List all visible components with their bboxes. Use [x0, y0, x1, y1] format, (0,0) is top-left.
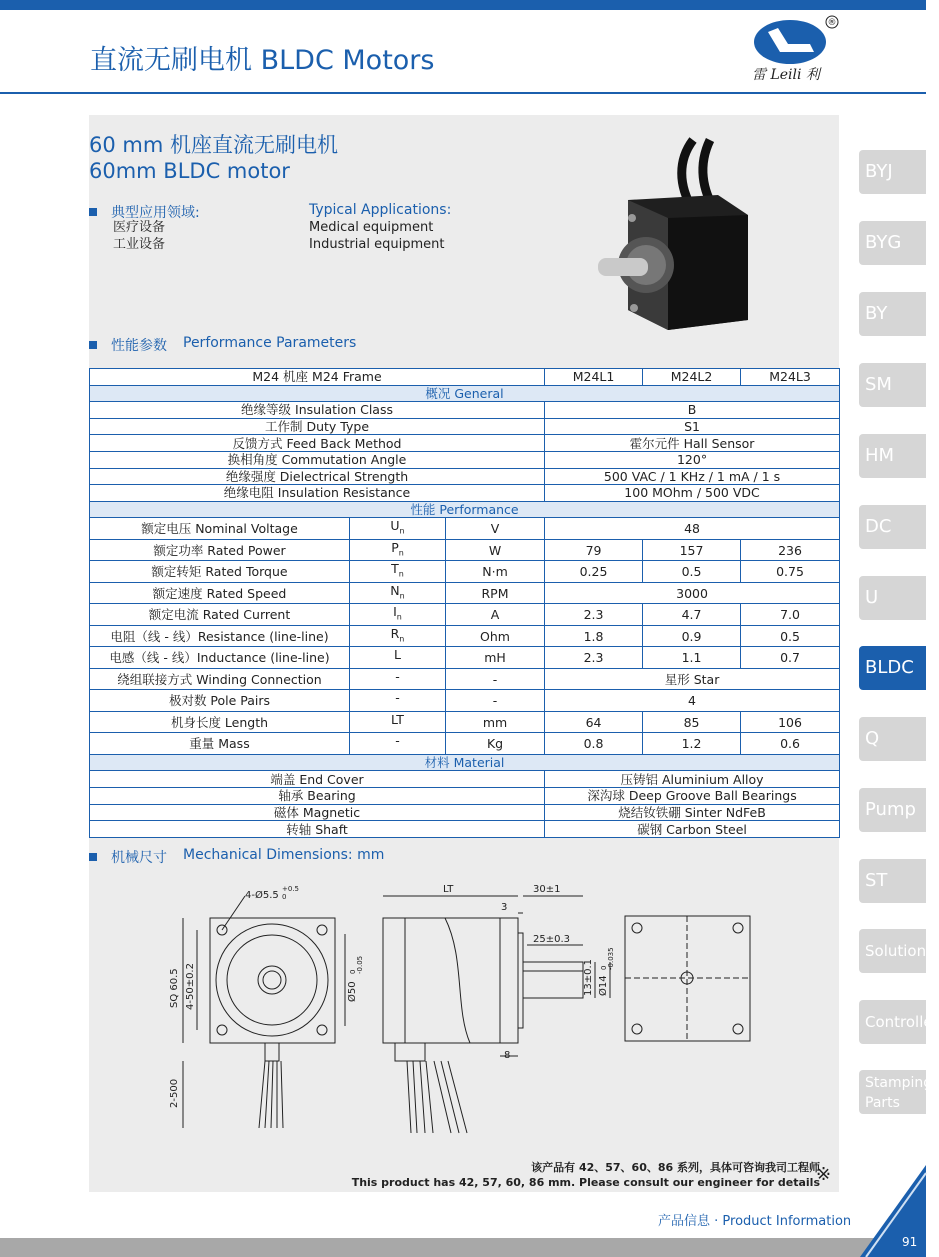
category-general: 概况 General [90, 385, 840, 402]
dim-flange: 3 [501, 902, 508, 913]
param-value: 236 [741, 539, 840, 561]
param-label: 额定电流 Rated Current [90, 604, 350, 626]
list-item: Industrial equipment [309, 237, 445, 252]
dim-holes-tol-bot: 0 [282, 893, 287, 901]
footer-text: 产品信息 · Product Information [658, 1214, 852, 1229]
dim-pilot-tol-top: 0 [349, 969, 357, 974]
reference-mark-icon: ※ [816, 1164, 832, 1185]
table-row [90, 582, 840, 604]
table-row [90, 385, 840, 402]
table-row [90, 501, 840, 518]
param-unit: - [446, 668, 545, 690]
tab-q[interactable]: Q [859, 717, 926, 761]
param-label: 端盖 End Cover [90, 771, 545, 788]
param-unit: - [446, 690, 545, 712]
param-value: 2.3 [545, 647, 643, 669]
param-unit: Kg [446, 733, 545, 755]
param-symbol [350, 518, 446, 540]
dim-holes-tol-top: +0.5 [282, 885, 299, 893]
param-label: 换相角度 Commutation Angle [90, 451, 545, 468]
rear-view [625, 916, 750, 1041]
tab-stamping-parts[interactable]: Stamping Parts [859, 1070, 926, 1114]
performance-heading-en: Performance Parameters [183, 335, 357, 351]
registered-mark: ® [827, 18, 837, 28]
param-value: 1.2 [643, 733, 741, 755]
table-row [90, 418, 840, 435]
table-row [90, 711, 840, 733]
param-label: 绕组联接方式 Winding Connection [90, 668, 350, 690]
symbol-text: - [395, 668, 400, 684]
symbol-text: U [390, 518, 400, 534]
table-row [90, 647, 840, 669]
param-label: 重量 Mass [90, 733, 350, 755]
table-row [90, 625, 840, 647]
dim-pcd: 4-50±0.2 [185, 963, 196, 1010]
performance-heading-cn: 性能参数 [89, 335, 167, 355]
param-label: 绝缘强度 Dielectrical Strength [90, 468, 545, 485]
dimensions-heading-cn: 机械尺寸 [89, 847, 167, 867]
param-value: 3000 [545, 582, 840, 604]
dim-holes: 4-Ø5.5 [245, 890, 279, 901]
param-value: 1.1 [643, 647, 741, 669]
param-value: 120° [545, 451, 840, 468]
param-value: 深沟球 Deep Groove Ball Bearings [545, 788, 840, 805]
tab-st[interactable]: ST [859, 859, 926, 903]
param-label: 反馈方式 Feed Back Method [90, 435, 545, 452]
tab-sm[interactable]: SM [859, 363, 926, 407]
tab-byj[interactable]: BYJ [859, 150, 926, 194]
table-row [90, 771, 840, 788]
table-row [90, 369, 840, 386]
param-label: 电感（线 - 线）Inductance (line-line) [90, 647, 350, 669]
param-label: 磁体 Magnetic [90, 804, 545, 821]
param-value: 0.5 [643, 561, 741, 583]
side-view [383, 896, 610, 1133]
symbol-text: R [390, 625, 400, 641]
product-title [89, 132, 338, 184]
table-row [90, 402, 840, 419]
param-symbol [350, 668, 446, 690]
list-item: 医疗设备 [113, 220, 166, 235]
param-value: B [545, 402, 840, 419]
param-unit: RPM [446, 582, 545, 604]
product-title-en: 60mm BLDC motor [89, 159, 290, 183]
param-symbol [350, 690, 446, 712]
param-unit: Ohm [446, 625, 545, 647]
symbol-subscript: n [396, 612, 402, 622]
param-value: 64 [545, 711, 643, 733]
header-divider [0, 92, 926, 94]
param-unit: A [446, 604, 545, 626]
param-value: 0.5 [741, 625, 840, 647]
param-value: 压铸铝 Aluminium Alloy [545, 771, 840, 788]
tab-u[interactable]: U [859, 576, 926, 620]
param-value: 霍尔元件 Hall Sensor [545, 435, 840, 452]
param-symbol [350, 539, 446, 561]
table-row [90, 561, 840, 583]
frame-header: M24 机座 M24 Frame [90, 369, 545, 386]
symbol-text: I [393, 604, 397, 620]
param-symbol [350, 711, 446, 733]
table-row [90, 754, 840, 771]
category-performance: 性能 Performance [90, 501, 840, 518]
param-value: 碳钢 Carbon Steel [545, 821, 840, 838]
spec-table [89, 368, 840, 838]
symbol-text: P [391, 539, 399, 555]
dimensions-heading-en: Mechanical Dimensions: mm [183, 847, 385, 863]
param-value: 4.7 [643, 604, 741, 626]
table-row [90, 604, 840, 626]
param-value: 4 [545, 690, 840, 712]
model-header: M24L2 [643, 369, 741, 386]
param-symbol [350, 561, 446, 583]
param-symbol [350, 625, 446, 647]
page-number: 91 [902, 1235, 918, 1249]
table-row [90, 468, 840, 485]
symbol-subscript: n [399, 526, 405, 536]
motor-photo [598, 140, 768, 340]
param-label: 绝缘电阻 Insulation Resistance [90, 485, 545, 502]
table-row [90, 451, 840, 468]
dim-pilot-tol-bot: -0.05 [356, 955, 364, 974]
param-value: 2.3 [545, 604, 643, 626]
param-value: S1 [545, 418, 840, 435]
param-value: 0.6 [741, 733, 840, 755]
bullet-square-icon [89, 208, 97, 216]
param-value: 0.9 [643, 625, 741, 647]
symbol-subscript: n [399, 591, 405, 601]
table-row [90, 539, 840, 561]
model-header: M24L1 [545, 369, 643, 386]
dim-shaft-tol-bot: -0.035 [607, 947, 615, 970]
list-item: 工业设备 [113, 237, 166, 252]
table-row [90, 804, 840, 821]
tab-controller[interactable]: Controller [859, 1000, 926, 1044]
applications-heading-cn: 典型应用领域: [89, 202, 200, 222]
table-row [90, 668, 840, 690]
param-label: 工作制 Duty Type [90, 418, 545, 435]
param-label: 电阻（线 - 线）Resistance (line-line) [90, 625, 350, 647]
table-row [90, 821, 840, 838]
param-value: 0.25 [545, 561, 643, 583]
param-symbol [350, 647, 446, 669]
bullet-square-icon [89, 341, 97, 349]
param-label: 额定转矩 Rated Torque [90, 561, 350, 583]
table-row [90, 788, 840, 805]
symbol-subscript: n [398, 569, 404, 579]
product-title-cn: 60 mm 机座直流无刷电机 [89, 133, 338, 157]
symbol-text: N [390, 582, 400, 598]
param-value: 157 [643, 539, 741, 561]
applications-list-cn [113, 219, 165, 253]
param-label: 额定速度 Rated Speed [90, 582, 350, 604]
param-unit: mm [446, 711, 545, 733]
param-unit: mH [446, 647, 545, 669]
dim-sq: SQ 60.5 [169, 968, 180, 1008]
param-label: 转轴 Shaft [90, 821, 545, 838]
dim-rear: 8 [504, 1050, 511, 1061]
model-header: M24L3 [741, 369, 840, 386]
footer-bar [0, 1238, 926, 1257]
param-value: 烧结钕铁硼 Sinter NdFeB [545, 804, 840, 821]
page-title: 直流无刷电机 BLDC Motors [90, 45, 435, 76]
top-accent-bar [0, 0, 926, 10]
tab-bldc[interactable]: BLDC [859, 646, 926, 690]
series-note-en: This product has 42, 57, 60, 86 mm. Please consult our engineer for details [351, 1176, 820, 1189]
applications-heading-en: Typical Applications: [309, 202, 452, 218]
bullet-square-icon [89, 853, 97, 861]
dimension-drawing [155, 878, 835, 1168]
table-row [90, 435, 840, 452]
dim-shaft-len: 30±1 [533, 884, 561, 895]
param-value: 79 [545, 539, 643, 561]
param-value: 500 VAC / 1 KHz / 1 mA / 1 s [545, 468, 840, 485]
param-value: 106 [741, 711, 840, 733]
category-material: 材料 Material [90, 754, 840, 771]
table-row [90, 518, 840, 540]
dim-flat-depth: 13±0.1 [583, 958, 594, 996]
symbol-text: - [395, 690, 400, 706]
param-unit: N·m [446, 561, 545, 583]
dim-lt: LT [443, 884, 454, 895]
front-view [183, 896, 345, 1128]
list-item: Medical equipment [309, 220, 434, 235]
series-note [352, 1160, 820, 1190]
param-symbol [350, 733, 446, 755]
dim-pilot: Ø50 [347, 981, 358, 1002]
param-value: 1.8 [545, 625, 643, 647]
param-value: 星形 Star [545, 668, 840, 690]
table-row [90, 485, 840, 502]
table-row [90, 733, 840, 755]
param-value: 85 [643, 711, 741, 733]
page-number-corner [860, 1165, 926, 1257]
tab-hm[interactable]: HM [859, 434, 926, 478]
param-label: 机身长度 Length [90, 711, 350, 733]
applications-list-en [309, 219, 444, 253]
param-unit: W [446, 539, 545, 561]
param-value: 7.0 [741, 604, 840, 626]
param-label: 额定电压 Nominal Voltage [90, 518, 350, 540]
symbol-subscript: n [399, 634, 405, 644]
param-value: 0.7 [741, 647, 840, 669]
tab-solution[interactable]: Solution [859, 929, 926, 973]
param-label: 轴承 Bearing [90, 788, 545, 805]
dim-flat: 25±0.3 [533, 934, 571, 945]
symbol-subscript: n [398, 548, 404, 558]
symbol-text: - [395, 733, 400, 749]
symbol-text: T [391, 561, 399, 577]
param-label: 绝缘等级 Insulation Class [90, 402, 545, 419]
dim-lead: 2-500 [169, 1078, 180, 1108]
param-symbol [350, 582, 446, 604]
tab-by[interactable]: BY [859, 292, 926, 336]
param-value: 0.75 [741, 561, 840, 583]
param-label: 极对数 Pole Pairs [90, 690, 350, 712]
param-symbol [350, 604, 446, 626]
param-value: 48 [545, 518, 840, 540]
tab-byg[interactable]: BYG [859, 221, 926, 265]
param-unit: V [446, 518, 545, 540]
dim-shaft-tol-top: 0 [600, 965, 608, 970]
dim-shaft-dia: Ø14 [598, 975, 609, 996]
symbol-text: LT [391, 711, 404, 727]
param-value: 100 MOhm / 500 VDC [545, 485, 840, 502]
tab-pump[interactable]: Pump [859, 788, 926, 832]
table-row [90, 690, 840, 712]
logo-text: 雷 Leili 利 [752, 67, 820, 83]
param-label: 额定功率 Rated Power [90, 539, 350, 561]
tab-dc[interactable]: DC [859, 505, 926, 549]
symbol-text: L [394, 647, 401, 663]
series-note-cn: 该产品有 42、57、60、86 系列，具体可咨询我司工程师 [531, 1161, 820, 1174]
param-value: 0.8 [545, 733, 643, 755]
